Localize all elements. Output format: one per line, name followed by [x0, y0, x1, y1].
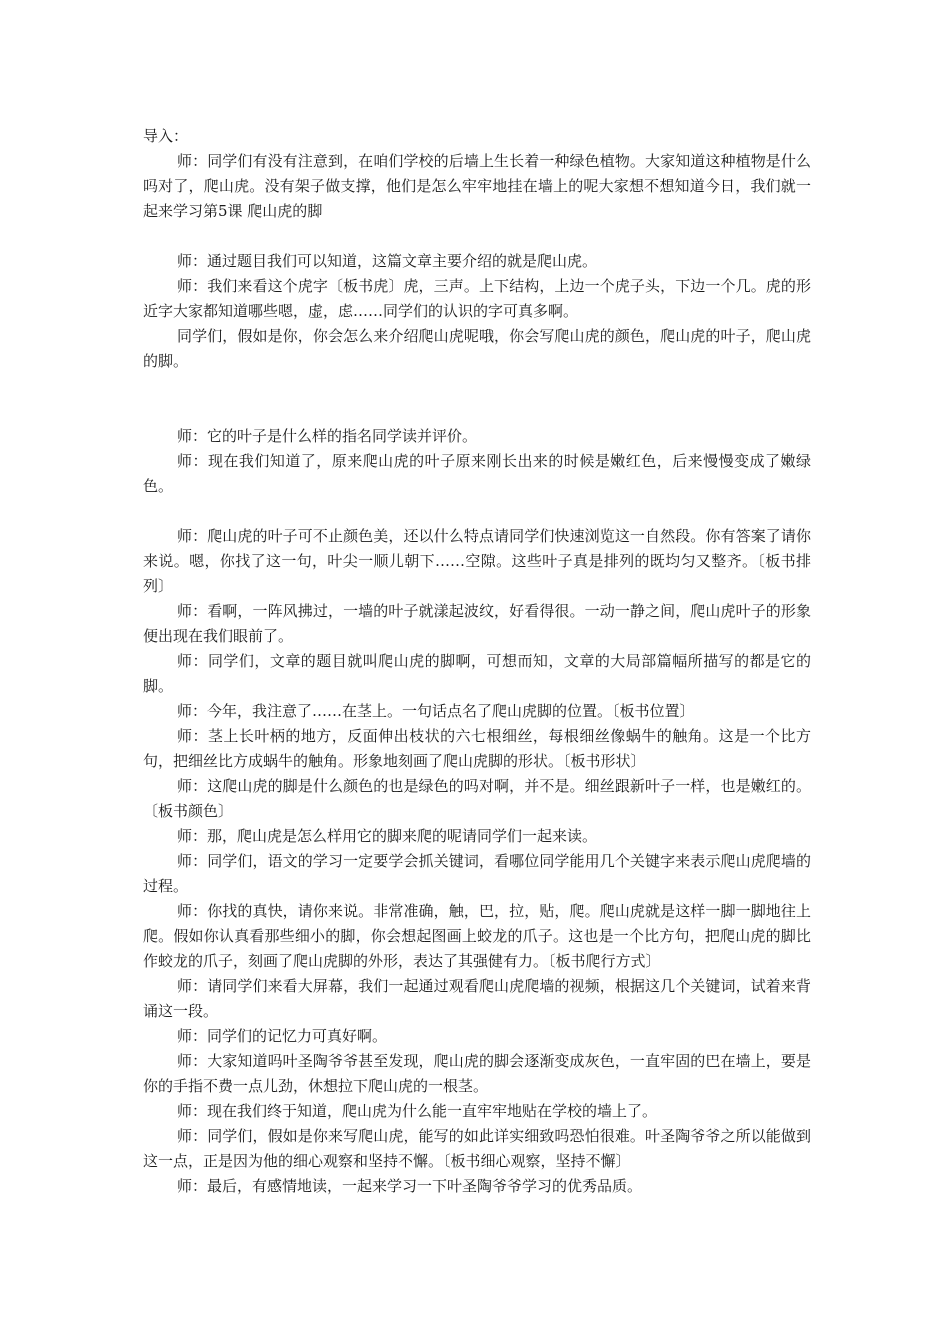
paragraph-gray-feet: 师：大家知道吗叶圣陶爷爷甚至发现，爬山虎的脚会逐渐变成灰色，一直牢固的巴在墙上，要是你的手指不费一点儿劲，休想拉下爬山虎的一根茎。: [143, 1052, 811, 1095]
paragraph-understanding: 师：现在我们终于知道，爬山虎为什么能一直牢牢地贴在学校的墙上了。: [177, 1102, 658, 1120]
section-heading: 导入：: [143, 127, 189, 145]
paragraph-leaf-question: 师：它的叶子是什么样的指名同学读并评价。: [177, 427, 478, 445]
paragraph-how-climb: 师：那，爬山虎是怎么样用它的脚来爬的呢请同学们一起来读。: [177, 827, 598, 845]
spacer: [143, 374, 811, 424]
paragraph-video: 师：请同学们来看大屏幕，我们一起通过观看爬山虎爬墙的视频，根据这几个关键词，试着来背诵这一段。: [143, 977, 811, 1020]
paragraph-how-to-introduce: 同学们，假如是你，你会怎么来介绍爬山虎呢哦，你会写爬山虎的颜色，爬山虎的叶子，爬山虎的脚。: [143, 327, 811, 370]
paragraph-feet-position: 师：今年，我注意了……在茎上。一句话点名了爬山虎脚的位置。〔板书位置〕: [177, 702, 695, 720]
paragraph-feet-title: 师：同学们，文章的题目就叫爬山虎的脚啊，可想而知，文章的大局部篇幅所描写的都是它的脚。: [143, 652, 811, 695]
paragraph-climb-method: 师：你找的真快，请你来说。非常准确，触，巴，拉，贴，爬。爬山虎就是这样一脚一脚地往上爬。假如你认真看那些细小的脚，你会想起图画上蛟龙的爪子。这也是一个比方句，把爬山虎的脚比作蛟龙的爪子，刻画了爬山虎脚的外形，表达了其强健有力。〔板书爬行方式〕: [143, 902, 811, 970]
paragraph-feet-color: 师：这爬山虎的脚是什么颜色的也是绿色的吗对啊，并不是。细丝跟新叶子一样，也是嫩红的。〔板书颜色〕: [143, 777, 811, 820]
paragraph-wind: 师：看啊，一阵风拂过，一墙的叶子就漾起波纹，好看得很。一动一静之间，爬山虎叶子的形象便出现在我们眼前了。: [143, 602, 811, 645]
paragraph-leaf-arrangement: 师：爬山虎的叶子可不止颜色美，还以什么特点请同学们快速浏览这一自然段。你有答案了请你来说。嗯，你找了这一句，叶尖一顺儿朝下……空隙。这些叶子真是排列的既均匀又整齐。〔板书排列〕: [143, 527, 811, 595]
paragraph-leaf-color: 师：现在我们知道了，原来爬山虎的叶子原来刚长出来的时候是嫩红色，后来慢慢变成了嫩绿色。: [143, 452, 811, 495]
paragraph-title-meaning: 师：通过题目我们可以知道，这篇文章主要介绍的就是爬山虎。: [177, 252, 598, 270]
paragraph-keywords: 师：同学们，语文的学习一定要学会抓关键词，看哪位同学能用几个关键字来表示爬山虎爬墙的过程。: [143, 852, 811, 895]
paragraph-closing: 师：最后，有感情地读，一起来学习一下叶圣陶爷爷学习的优秀品质。: [177, 1177, 643, 1195]
paragraph-observation: 师：同学们，假如是你来写爬山虎，能写的如此详实细致吗恐怕很难。叶圣陶爷爷之所以能做到这一点，正是因为他的细心观察和坚持不懈。〔板书细心观察，坚持不懈〕: [143, 1127, 811, 1170]
spacer: [143, 224, 811, 249]
paragraph-feet-shape: 师：茎上长叶柄的地方，反面伸出枝状的六七根细丝，每根细丝像蜗牛的触角。这是一个比方句，把细丝比方成蜗牛的触角。形象地刻画了爬山虎脚的形状。〔板书形状〕: [143, 727, 811, 770]
paragraph-intro: 师：同学们有没有注意到，在咱们学校的后墙上生长着一种绿色植物。大家知道这种植物是什么吗对了，爬山虎。没有架子做支撑，他们是怎么牢牢地挂在墙上的呢大家想不想知道今日，我们就一起来学习第5课 爬山虎的脚: [143, 152, 811, 220]
spacer: [143, 499, 811, 524]
document-page: [143, 124, 811, 1199]
paragraph-memory: 师：同学们的记忆力可真好啊。: [177, 1027, 388, 1045]
paragraph-tiger-character: 师：我们来看这个虎字〔板书虎〕虎，三声。上下结构，上边一个虎子头，下边一个几。虎的形近字大家都知道哪些嗯，虚，虑……同学们的认识的字可真多啊。: [143, 277, 811, 320]
